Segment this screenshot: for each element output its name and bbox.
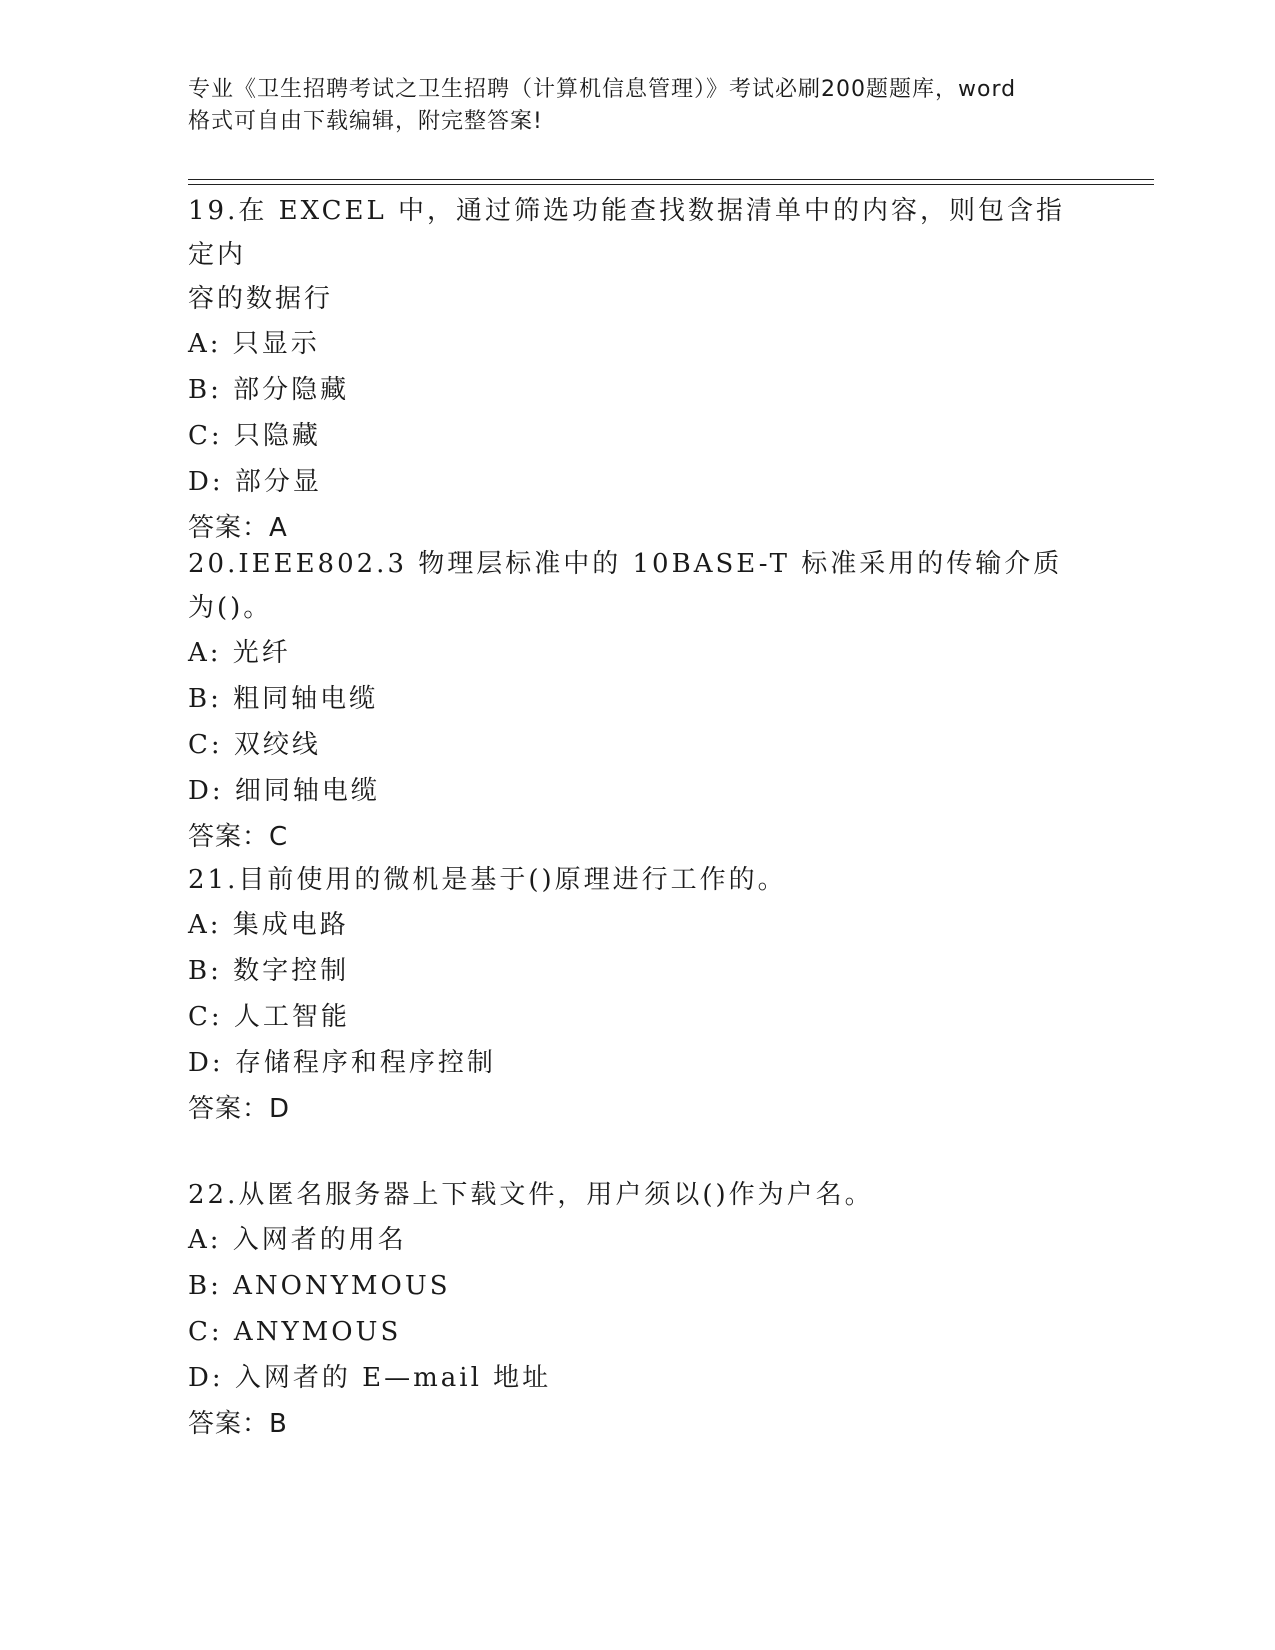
option-a: A: 集成电路 [188, 910, 349, 940]
answer-label: 答案：D [188, 1094, 291, 1124]
option-a: A: 入网者的用名 [188, 1225, 407, 1255]
option-b: B: 数字控制 [188, 956, 350, 986]
option-d: D: 存储程序和程序控制 [188, 1048, 496, 1078]
header-divider-bottom [188, 184, 1154, 185]
option-d: D: 部分显 [188, 467, 322, 497]
question-21 [188, 858, 1088, 1132]
option-a: A: 光纤 [188, 638, 291, 668]
question-text-line: 容的数据行 [188, 284, 334, 314]
question-text-line: 22.从匿名服务器上下载文件，用户须以()作为户名。 [188, 1180, 874, 1210]
option-a: A: 只显示 [188, 329, 320, 359]
option-b: B: 部分隐藏 [188, 375, 350, 405]
option-c: C: 只隐藏 [188, 421, 321, 451]
answer-label: 答案：A [188, 513, 288, 543]
option-b: B: 粗同轴电缆 [188, 684, 379, 714]
option-c: C: 人工智能 [188, 1002, 350, 1032]
question-19 [188, 189, 1088, 551]
header-line-2: 格式可自由下载编辑，附完整答案! [188, 109, 543, 134]
option-d: D: 入网者的 E—mail 地址 [188, 1363, 552, 1393]
option-d: D: 细同轴电缆 [188, 776, 380, 806]
option-c: C: 双绞线 [188, 730, 321, 760]
header-divider-top [188, 179, 1154, 180]
header-line-1: 专业《卫生招聘考试之卫生招聘（计算机信息管理）》考试必刷200题题库，word [188, 77, 1017, 102]
answer-label: 答案：C [188, 822, 289, 852]
question-text-line: 21.目前使用的微机是基于()原理进行工作的。 [188, 865, 787, 895]
question-20 [188, 542, 1088, 860]
question-22 [188, 1173, 1088, 1447]
option-c: C: ANYMOUS [188, 1317, 402, 1347]
document-header [188, 74, 1088, 138]
question-text-line: 20.IEEE802.3 物理层标准中的 10BASE-T 标准采用的传输介质为()。 [188, 549, 1063, 623]
question-text-line: 19.在 EXCEL 中，通过筛选功能查找数据清单中的内容，则包含指定内 [188, 196, 1066, 270]
answer-label: 答案：B [188, 1409, 288, 1439]
option-b: B: ANONYMOUS [188, 1271, 451, 1301]
